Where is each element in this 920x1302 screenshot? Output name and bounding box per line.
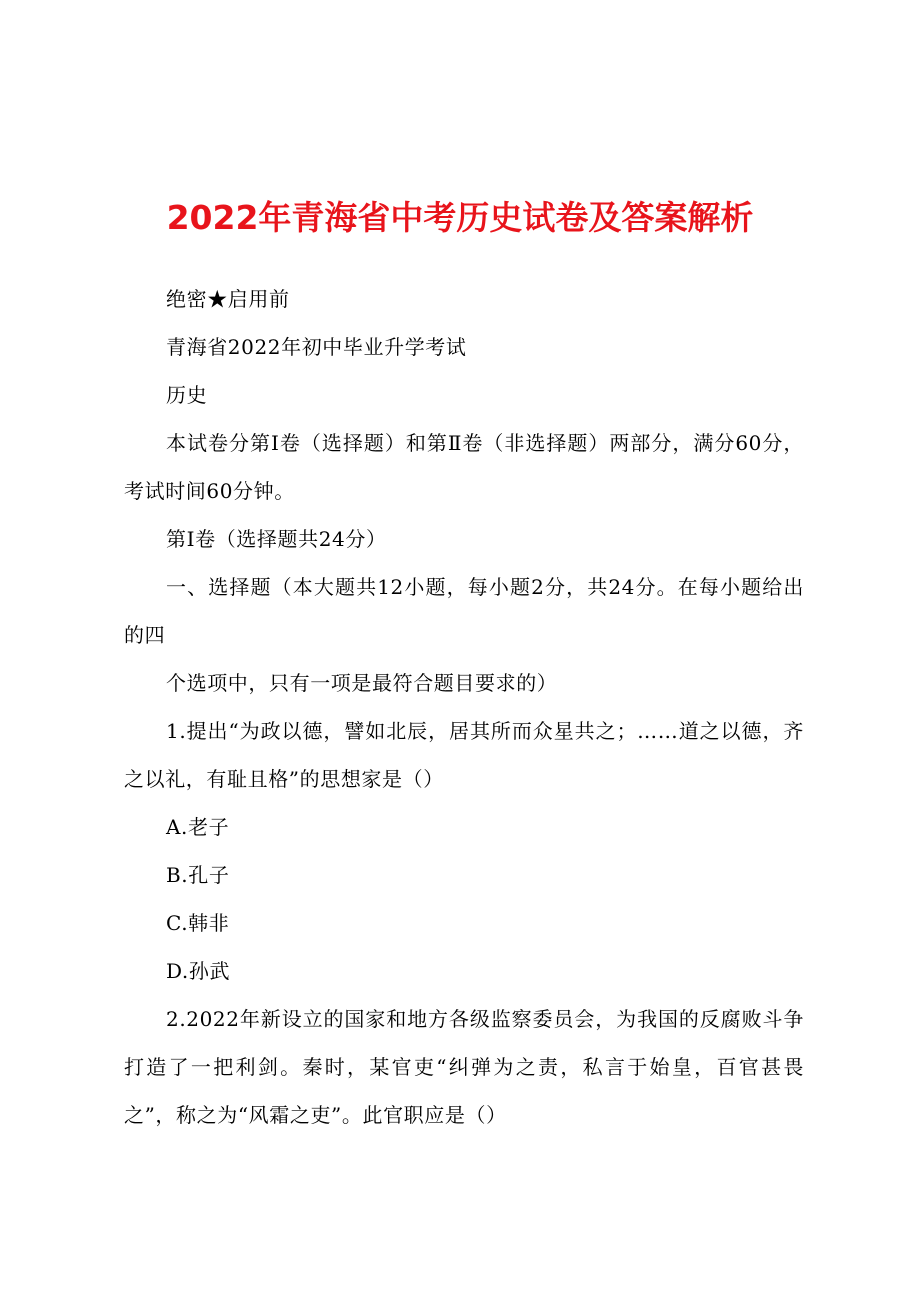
paragraph-part-one: 第Ⅰ卷（选择题共24分）	[166, 527, 387, 551]
paragraph-section-heading: 一、选择题（本大题共12小题，每小题2分，共24分。在每小题给出的四	[124, 575, 804, 647]
question-1-option-a: A.老子	[166, 815, 230, 839]
paragraph-subject: 历史	[166, 383, 208, 407]
question-2: 2.2022年新设立的国家和地方各级监察委员会，为我国的反腐败斗争打造了一把利剑。秦时，某官吏“纠弹为之责，私言于始皇，百官甚畏之”，称之为“风霜之吏”。此官职应是（）	[124, 1007, 804, 1127]
document-body	[124, 275, 804, 1139]
paragraph-confidential: 绝密★启用前	[166, 287, 290, 311]
paragraph-instructions: 本试卷分第Ⅰ卷（选择题）和第Ⅱ卷（非选择题）两部分，满分60分，考试时间60分钟。	[124, 431, 804, 503]
question-1-option-d: D.孙武	[166, 959, 231, 983]
question-1-option-b: B.孔子	[166, 863, 230, 887]
question-1-option-c: C.韩非	[166, 911, 230, 935]
question-1: 1.提出“为政以德，譬如北辰，居其所而众星共之；……道之以德，齐之以礼，有耻且格”的思想家是（）	[124, 719, 804, 791]
paragraph-section-heading-cont: 个选项中，只有一项是最符合题目要求的）	[166, 671, 558, 695]
document-title: 2022年青海省中考历史试卷及答案解析	[166, 198, 754, 237]
paragraph-exam-name: 青海省2022年初中毕业升学考试	[166, 335, 467, 359]
